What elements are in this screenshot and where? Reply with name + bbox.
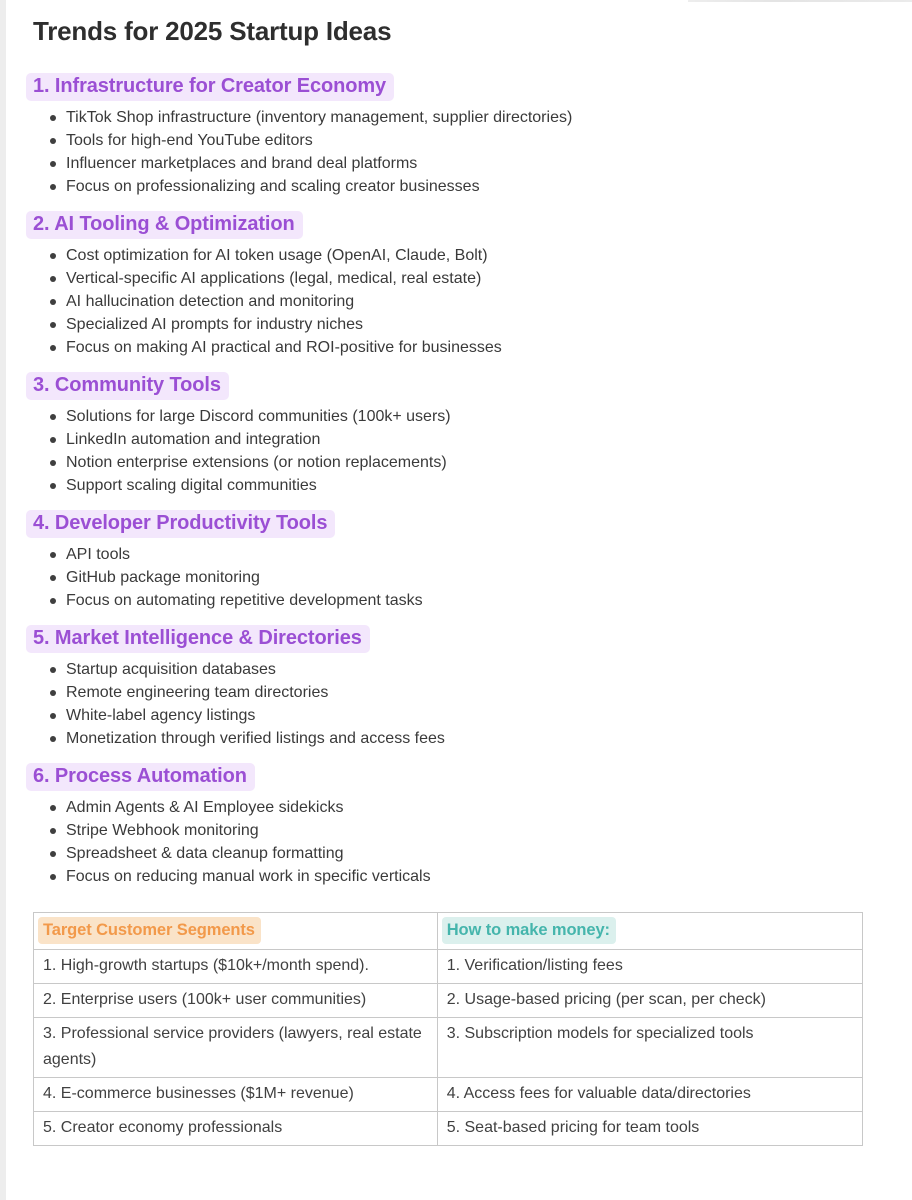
table-cell-right: 4. Access fees for valuable data/directories — [437, 1078, 862, 1112]
bullet-item: Solutions for large Discord communities (100k+ users) — [49, 405, 876, 428]
trend-section-5 — [33, 625, 876, 750]
trend-section-4 — [33, 510, 876, 612]
bullet-item: Focus on making AI practical and ROI-positive for businesses — [49, 336, 876, 359]
section-heading: 3. Community Tools — [26, 372, 229, 400]
table-row-5 — [34, 1112, 863, 1146]
table-cell-right: 1. Verification/listing fees — [437, 950, 862, 984]
bullet-item: Admin Agents & AI Employee sidekicks — [49, 796, 876, 819]
table-header-cell-target-customers — [34, 913, 438, 950]
bullet-item: Monetization through verified listings and access fees — [49, 727, 876, 750]
table-cell-right: 2. Usage-based pricing (per scan, per check) — [437, 984, 862, 1018]
trend-section-1 — [33, 73, 876, 198]
bullet-item: API tools — [49, 543, 876, 566]
bullet-item: TikTok Shop infrastructure (inventory management, supplier directories) — [49, 106, 876, 129]
bullet-item: Startup acquisition databases — [49, 658, 876, 681]
table-cell-left: 5. Creator economy professionals — [34, 1112, 438, 1146]
section-heading: 5. Market Intelligence & Directories — [26, 625, 370, 653]
bullet-list — [49, 244, 876, 359]
bullet-item: Spreadsheet & data cleanup formatting — [49, 842, 876, 865]
section-heading: 4. Developer Productivity Tools — [26, 510, 335, 538]
monetization-table — [33, 912, 863, 1146]
bullet-item: GitHub package monitoring — [49, 566, 876, 589]
bullet-item: AI hallucination detection and monitoring — [49, 290, 876, 313]
target-customer-segments-header: Target Customer Segments — [38, 917, 261, 944]
bullet-item: Focus on reducing manual work in specific verticals — [49, 865, 876, 888]
bullet-item: Specialized AI prompts for industry niches — [49, 313, 876, 336]
table-cell-left: 4. E-commerce businesses ($1M+ revenue) — [34, 1078, 438, 1112]
bullet-list — [49, 658, 876, 750]
trend-section-6 — [33, 763, 876, 888]
table-row-3 — [34, 1018, 863, 1078]
bullet-item: Stripe Webhook monitoring — [49, 819, 876, 842]
bullet-item: Focus on automating repetitive development tasks — [49, 589, 876, 612]
page-title: Trends for 2025 Startup Ideas — [33, 16, 392, 46]
bullet-list — [49, 796, 876, 888]
table-cell-right: 3. Subscription models for specialized tools — [437, 1018, 862, 1078]
bullet-item: Notion enterprise extensions (or notion replacements) — [49, 451, 876, 474]
bullet-item: Influencer marketplaces and brand deal platforms — [49, 152, 876, 175]
table-row-2 — [34, 984, 863, 1018]
bullet-item: Cost optimization for AI token usage (OpenAI, Claude, Bolt) — [49, 244, 876, 267]
trend-sections — [33, 73, 876, 888]
section-heading: 1. Infrastructure for Creator Economy — [26, 73, 394, 101]
table-cell-left: 1. High-growth startups ($10k+/month spend). — [34, 950, 438, 984]
table-header-row — [34, 913, 863, 950]
trend-section-2 — [33, 211, 876, 359]
table-cell-right: 5. Seat-based pricing for team tools — [437, 1112, 862, 1146]
section-heading: 2. AI Tooling & Optimization — [26, 211, 303, 239]
bullet-item: Support scaling digital communities — [49, 474, 876, 497]
table-cell-left: 2. Enterprise users (100k+ user communities) — [34, 984, 438, 1018]
table-row-4 — [34, 1078, 863, 1112]
bullet-list — [49, 405, 876, 497]
bullet-item: Tools for high-end YouTube editors — [49, 129, 876, 152]
bullet-item: Focus on professionalizing and scaling creator businesses — [49, 175, 876, 198]
table-cell-left: 3. Professional service providers (lawyers, real estate agents) — [34, 1018, 438, 1078]
bullet-item: White-label agency listings — [49, 704, 876, 727]
section-heading: 6. Process Automation — [26, 763, 255, 791]
table-header-cell-how-to-make-money — [437, 913, 862, 950]
table-row-1 — [34, 950, 863, 984]
trend-section-3 — [33, 372, 876, 497]
how-to-make-money-header: How to make money: — [442, 917, 616, 944]
bullet-item: LinkedIn automation and integration — [49, 428, 876, 451]
bullet-item: Vertical-specific AI applications (legal, medical, real estate) — [49, 267, 876, 290]
bullet-list — [49, 543, 876, 612]
bullet-item: Remote engineering team directories — [49, 681, 876, 704]
bullet-list — [49, 106, 876, 198]
